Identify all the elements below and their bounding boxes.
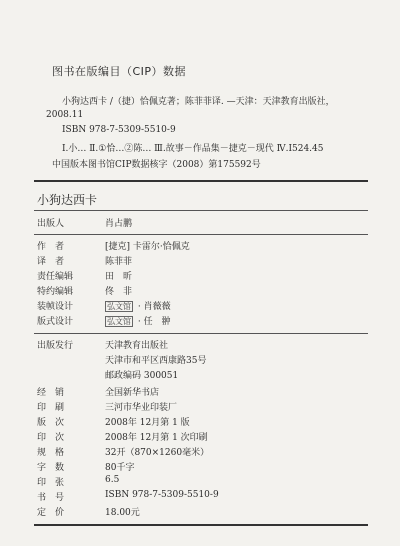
publisher-person-label: 出版人 [37,219,65,229]
studio-seal-icon: 弘文馆 [107,302,131,311]
spec-value: 6.5 [105,475,120,485]
credit-value: [捷克] 卡雷尔·恰佩克 [105,242,190,252]
credit-value: 佟 非 [105,287,133,297]
spec-value: 2008年 12月第 1 次印刷 [105,433,208,443]
bottom-rule [34,524,368,526]
spec-value: 80千字 [105,463,135,473]
credit-label: 特约编辑 [37,287,74,297]
publication-line: 天津市和平区西康路35号 [105,356,207,366]
spec-label: 印 刷 [37,403,65,413]
credit-label: 责任编辑 [37,272,74,282]
publication-line: 天津教育出版社 [105,341,169,351]
cip-line-isbn: ISBN 978-7-5309-5510-9 [62,125,176,135]
cip-line-2: 2008.11 [46,110,84,120]
cip-line-cip-number: 中国版本图书馆CIP数据核字（2008）第175592号 [52,160,261,170]
spec-label: 规 格 [37,448,65,458]
designer-name: 任 翀 [143,317,171,327]
spec-label: 定 价 [37,508,65,518]
cip-line-1: 小狗达西卡 /（捷）恰佩克著；陈菲菲译. —天津：天津教育出版社， [62,97,335,107]
divider-2 [34,234,368,235]
publication-label: 出版发行 [37,341,74,351]
publication-line: 邮政编码 300051 [105,371,179,381]
spec-label: 版 次 [37,418,65,428]
spec-label: 经 销 [37,388,65,398]
credit-label: 装帧设计 [37,302,74,312]
credit-value: 弘文馆 · 任 翀 [107,317,171,327]
book-title: 小狗达西卡 [37,193,98,207]
divider-1 [34,210,368,211]
spec-label: 印 次 [37,433,65,443]
spec-label: 书 号 [37,493,65,503]
credit-label: 作 者 [37,242,65,252]
spec-value: 2008年 12月第 1 版 [105,418,190,428]
cip-line-classification: Ⅰ.小… Ⅱ.①恰…②陈… Ⅲ.故事－作品集－捷克－现代 Ⅳ.I524.45 [62,144,324,154]
credit-label: 版式设计 [37,317,74,327]
cip-header: 图书在版编目（CIP）数据 [52,65,187,78]
credit-value: 田 昕 [105,272,133,282]
spec-value: ISBN 978-7-5309-5510-9 [105,490,219,500]
credit-label: 译 者 [37,257,65,267]
spec-value: 32开（870×1260毫米） [105,448,210,458]
designer-name: 肖薇薇 [143,302,171,312]
credit-value: 陈菲菲 [105,257,133,267]
credit-value: 弘文馆 · 肖薇薇 [107,302,171,312]
spec-label: 印 张 [37,478,65,488]
spec-value: 三河市华业印装厂 [105,403,178,413]
divider-3 [34,333,368,334]
top-rule [34,180,368,182]
spec-label: 字 数 [37,463,65,473]
publisher-person-value: 肖占鹏 [105,219,133,229]
spec-value: 全国新华书店 [105,388,160,398]
spec-value: 18.00元 [105,508,140,518]
studio-seal-icon: 弘文馆 [107,317,131,326]
